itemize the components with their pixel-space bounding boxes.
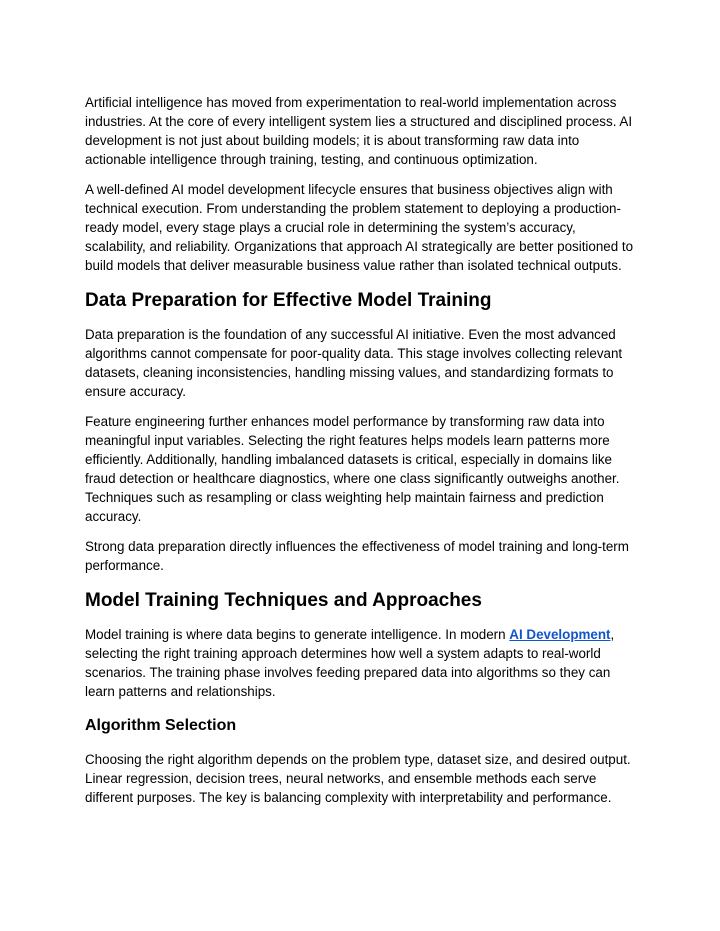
algorithm-selection-paragraph: Choosing the right algorithm depends on the problem type, dataset size, and desired output. Linear regression, decision trees, neural networks, and ensemble methods each serve different purposes. The key is balancing complexity with interpretability and performance. (85, 752, 631, 805)
section-heading-model-training: Model Training Techniques and Approaches (85, 590, 482, 611)
data-preparation-paragraph-1: Data preparation is the foundation of any successful AI initiative. Even the most advanced algorithms cannot compensate for poor-quality data. This stage involves collecting relevant datasets, cleaning inconsistencies, handling missing values, and standardizing formats to ensure accuracy. (85, 327, 623, 399)
intro-paragraph-2: A well-defined AI model development lifecycle ensures that business objectives align with technical execution. From understanding the problem statement to deploying a production-ready model, every stage plays a crucial role in determining the system’s accuracy, scalability, and reliability. Organizations that approach AI strategically are better positioned to build models that deliver measurable business value rather than isolated technical outputs. (85, 182, 634, 273)
model-training-text-after-link: , selecting the right training approach determines how well a system adapts to real-world scenarios. The training phase involves feeding prepared data into algorithms so they can learn patterns and relationships. (85, 627, 615, 699)
data-preparation-paragraph-2: Feature engineering further enhances model performance by transforming raw data into meaningful input variables. Selecting the right features helps models learn patterns more efficiently. Additionally, handling imbalanced datasets is critical, especially in domains like fraud detection or healthcare diagnostics, where one class significantly outweighs another. Techniques such as resampling or class weighting help maintain fairness and prediction accuracy. (85, 414, 620, 524)
subsection-heading-algorithm-selection: Algorithm Selection (85, 717, 237, 734)
section-heading-data-preparation: Data Preparation for Effective Model Training (85, 290, 492, 311)
ai-development-link[interactable]: AI Development (509, 627, 611, 642)
model-training-paragraph (85, 625, 635, 701)
data-preparation-paragraph-3: Strong data preparation directly influences the effectiveness of model training and long-term performance. (85, 539, 629, 573)
intro-paragraph-1: Artificial intelligence has moved from experimentation to real-world implementation across industries. At the core of every intelligent system lies a structured and disciplined process. AI development is not just about building models; it is about transforming raw data into actionable intelligence through training, testing, and continuous optimization. (85, 95, 633, 167)
model-training-text-before-link: Model training is where data begins to generate intelligence. In modern (85, 627, 510, 642)
